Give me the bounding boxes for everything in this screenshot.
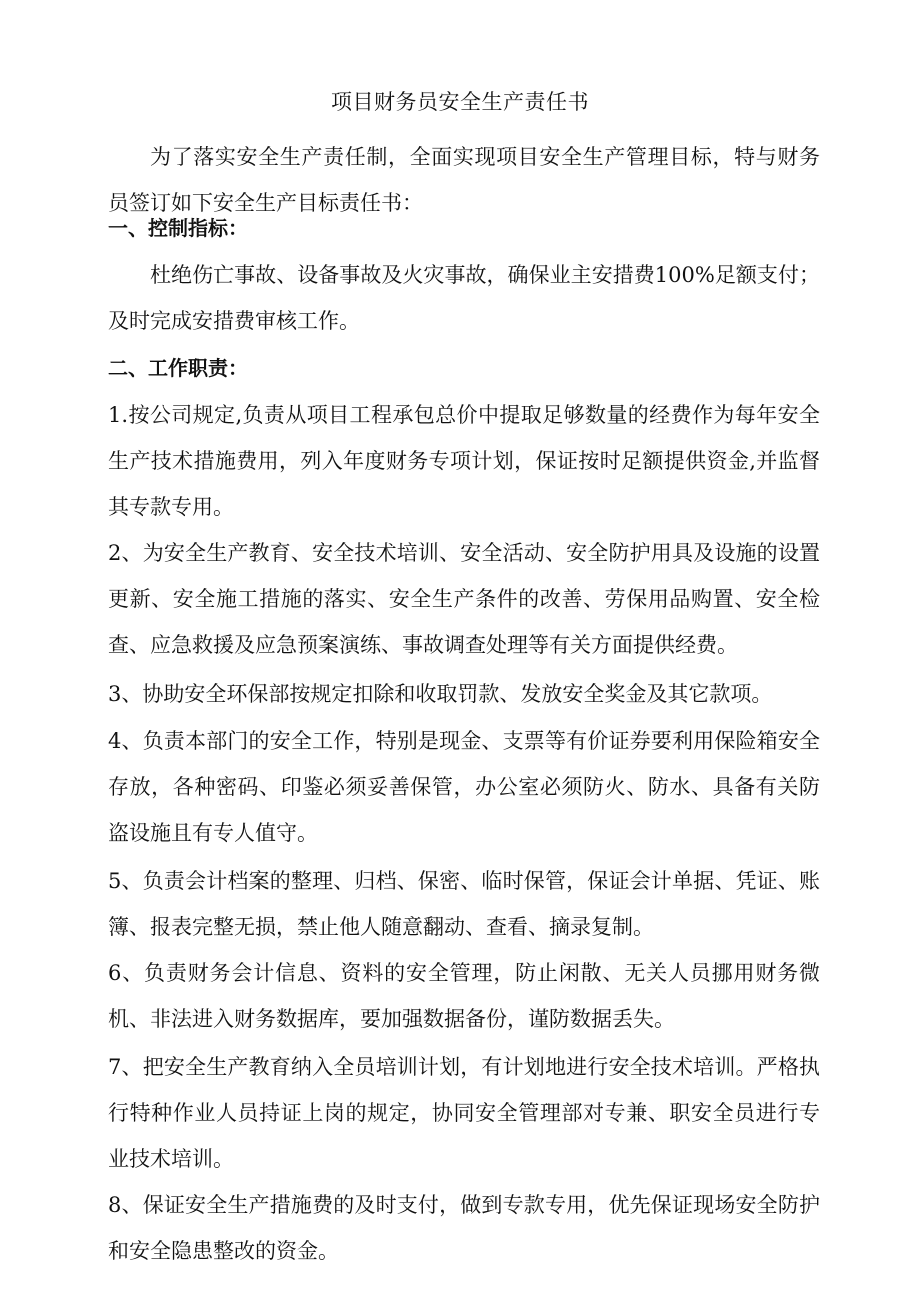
- duty-item-3: 3、协助安全环保部按规定扣除和收取罚款、发放安全奖金及其它款项。: [108, 682, 773, 706]
- section1-text: 杜绝伤亡事故、设备事故及火灾事故，确保业主安措费100%足额支付；及时完成安措费审核工作。: [108, 263, 820, 333]
- duty-item-4: 4、负责本部门的安全工作，特别是现金、支票等有价证券要利用保险箱安全存放，各种密码、印鉴必须妥善保管，办公室必须防火、防水、具备有关防盗设施且有专人值守。: [108, 729, 820, 845]
- duty-item-5: 5、负责会计档案的整理、归档、保密、临时保管，保证会计单据、凭证、账簿、报表完整无损，禁止他人随意翻动、查看、摘录复制。: [108, 869, 820, 939]
- document-title: 项目财务员安全生产责任书: [331, 90, 589, 114]
- duty-item-7: 7、把安全生产教育纳入全员培训计划，有计划地进行安全技术培训。严格执行特种作业人员持证上岗的规定，协同安全管理部对专兼、职安全员进行专业技术培训。: [108, 1055, 820, 1171]
- duty-item-2: 2、为安全生产教育、安全技术培训、安全活动、安全防护用具及设施的设置更新、安全施工措施的落实、安全生产条件的改善、劳保用品购置、安全检查、应急救援及应急预案演练、事故调查处理等有关方面提供经费。: [108, 541, 820, 657]
- section1-heading: 一、控制指标：: [108, 216, 248, 240]
- duty-item-6: 6、负责财务会计信息、资料的安全管理，防止闲散、无关人员挪用财务微机、非法进入财务数据库，要加强数据备份，谨防数据丢失。: [108, 961, 820, 1031]
- section2-heading: 二、工作职责：: [108, 356, 248, 380]
- intro-paragraph: 为了落实安全生产责任制，全面实现项目安全生产管理目标，特与财务员签订如下安全生产目标责任书：: [108, 145, 820, 215]
- duty-item-8: 8、保证安全生产措施费的及时支付，做到专款专用，优先保证现场安全防护和安全隐患整改的资金。: [108, 1193, 820, 1263]
- duty-item-1: 1.按公司规定,负责从项目工程承包总价中提取足够数量的经费作为每年安全生产技术措施费用，列入年度财务专项计划，保证按时足额提供资金,并监督其专款专用。: [108, 403, 820, 519]
